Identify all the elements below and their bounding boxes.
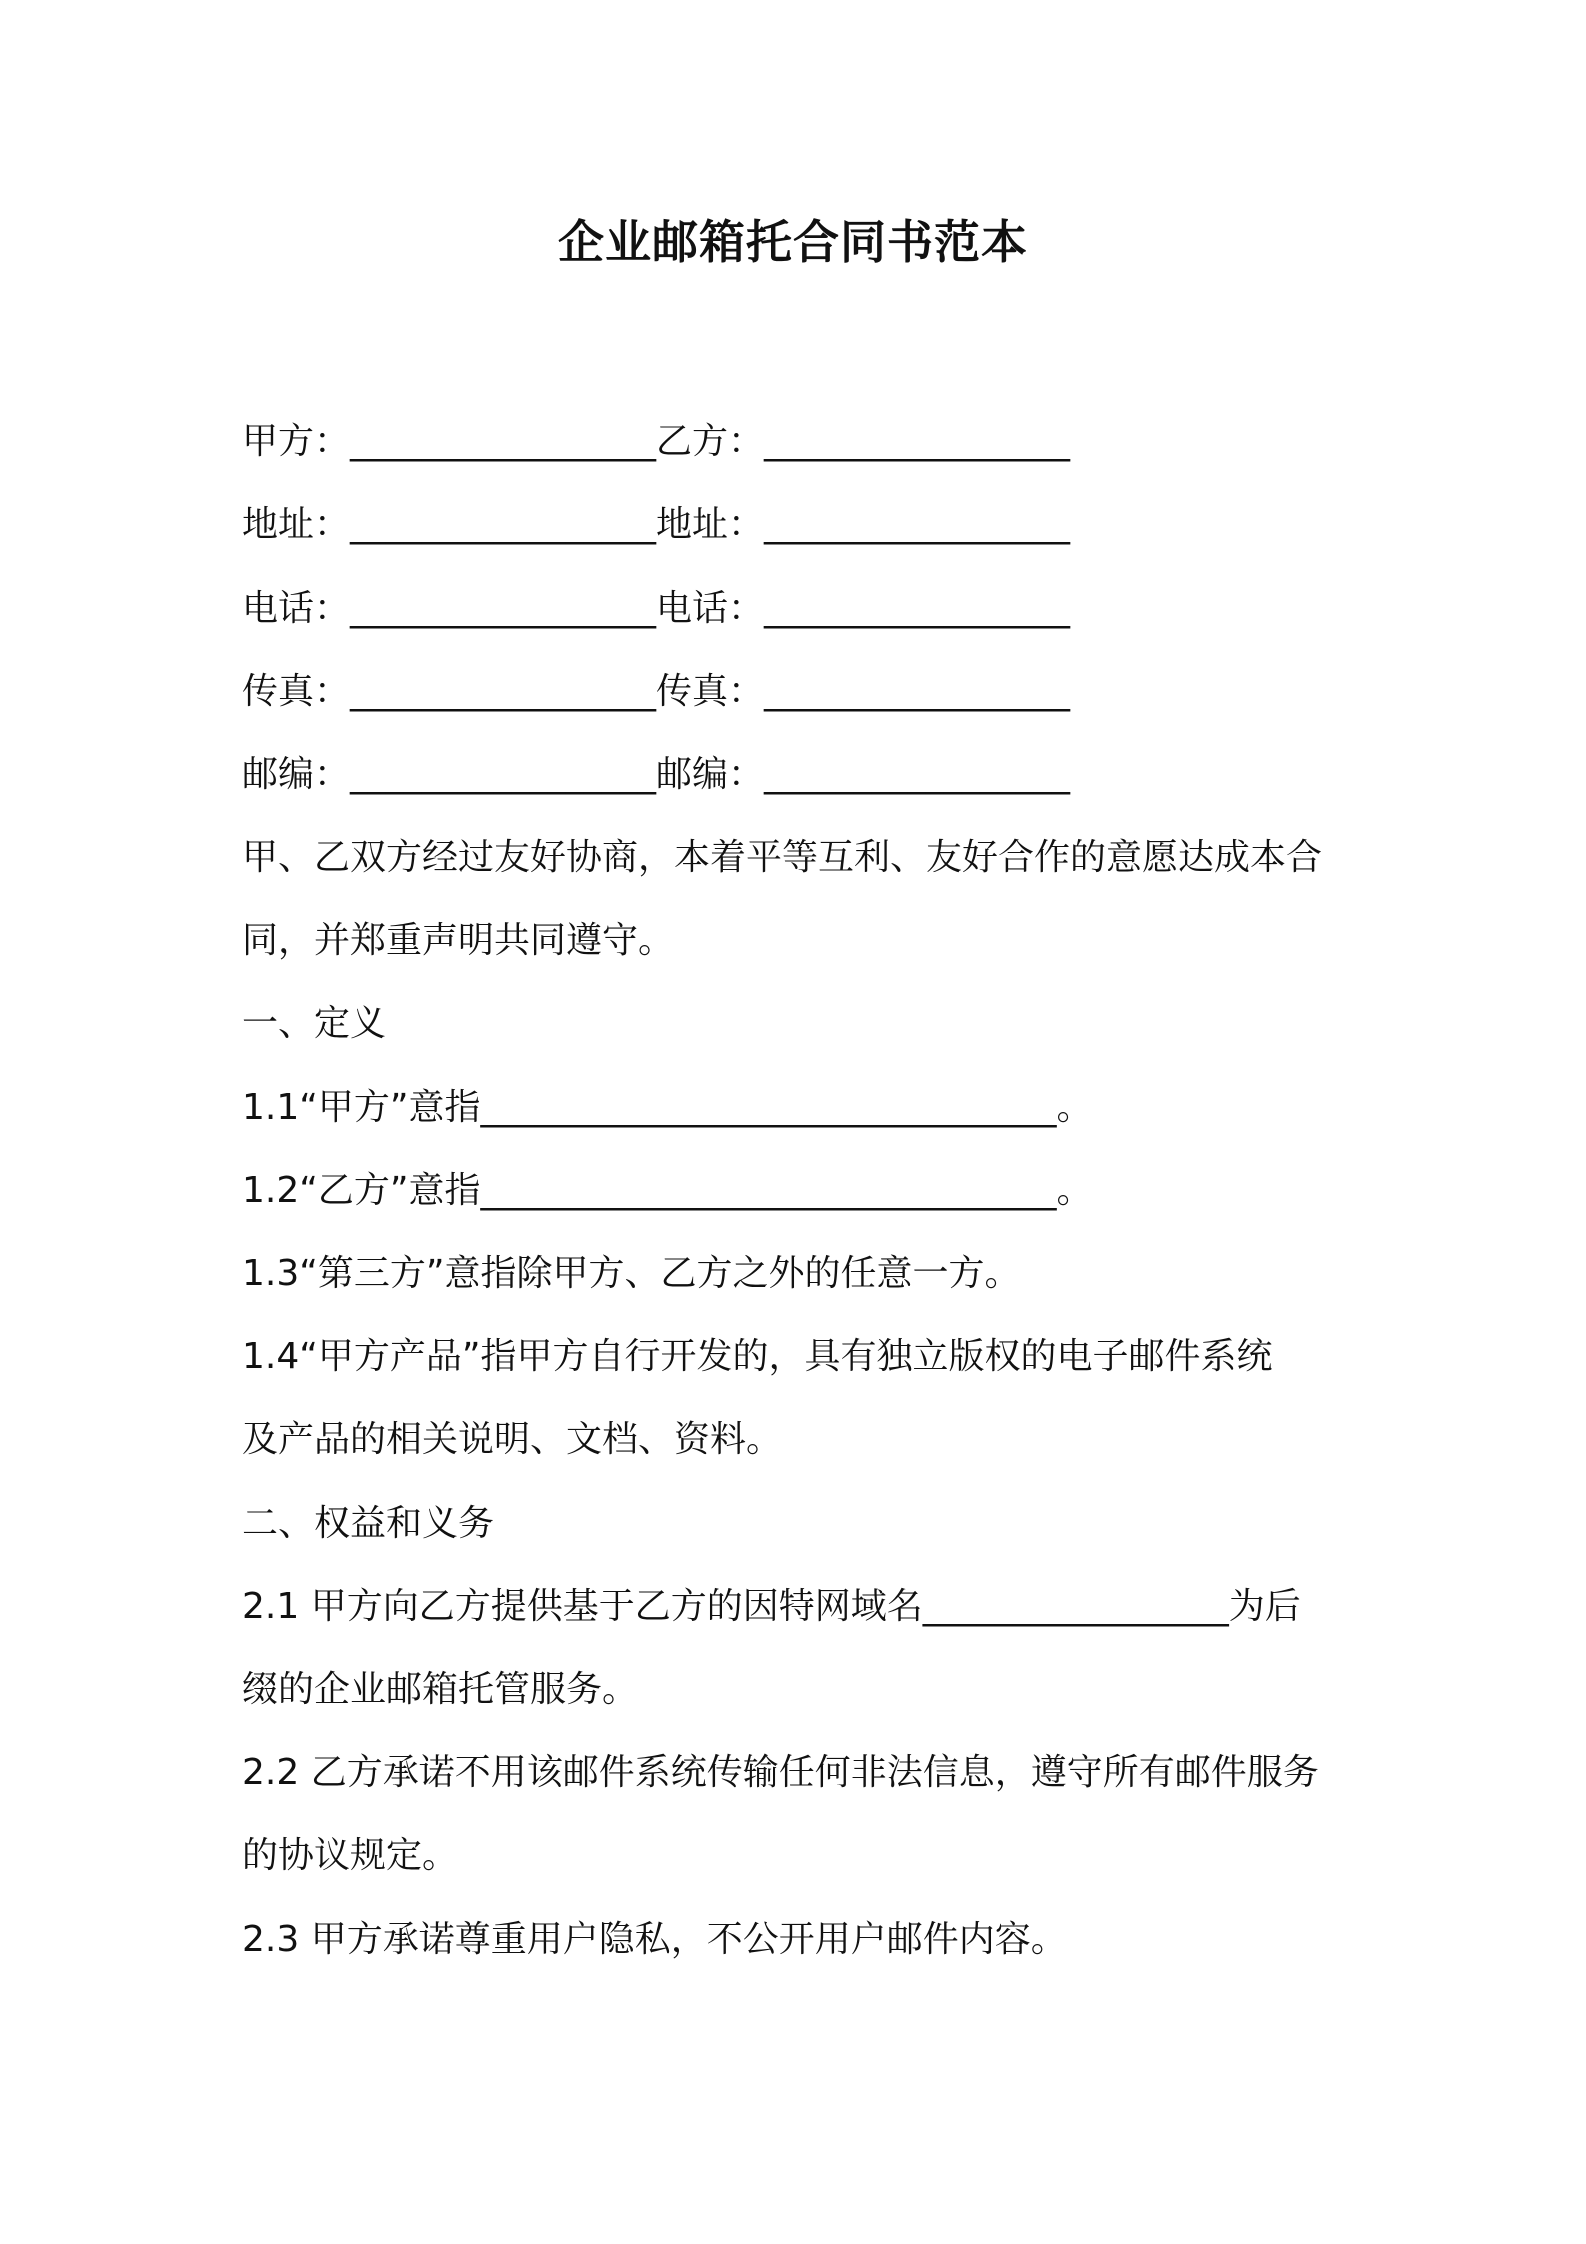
clause-2-3: 2.3 甲方承诺尊重用户隐私，不公开用户邮件内容。 xyxy=(242,1919,1067,1960)
section-heading-definitions: 一、定义 xyxy=(242,1003,387,1044)
party-line-address: 地址：_________________地址：_________________ xyxy=(242,504,1071,545)
clause-1-4-line-1: 1.4“甲方产品”指甲方自行开发的，具有独立版权的电子邮件系统 xyxy=(242,1336,1273,1377)
clause-2-1-line-2: 缀的企业邮箱托管服务。 xyxy=(242,1669,639,1710)
clause-1-1: 1.1“甲方”意指________________________________。 xyxy=(242,1087,1093,1128)
clause-1-3: 1.3“第三方”意指除甲方、乙方之外的任意一方。 xyxy=(242,1253,1021,1294)
party-line-name: 甲方：_________________乙方：_________________ xyxy=(242,421,1071,462)
party-line-postcode: 邮编：_________________邮编：_________________ xyxy=(242,754,1071,795)
section-heading-rights: 二、权益和义务 xyxy=(242,1503,495,1544)
document-title: 企业邮箱托合同书范本 xyxy=(558,215,1028,269)
clause-2-2-line-2: 的协议规定。 xyxy=(242,1835,459,1876)
party-line-phone: 电话：_________________电话：_________________ xyxy=(242,588,1071,629)
clause-2-1-line-1: 2.1 甲方向乙方提供基于乙方的因特网域名_________________为后 xyxy=(242,1586,1301,1627)
preamble-line-1: 甲、乙双方经过友好协商，本着平等互利、友好合作的意愿达成本合 xyxy=(242,837,1323,878)
clause-1-2: 1.2“乙方”意指________________________________。 xyxy=(242,1170,1093,1211)
clause-1-4-line-2: 及产品的相关说明、文档、资料。 xyxy=(242,1419,783,1460)
preamble-line-2: 同，并郑重声明共同遵守。 xyxy=(242,920,675,961)
party-line-fax: 传真：_________________传真：_________________ xyxy=(242,671,1071,712)
clause-2-2-line-1: 2.2 乙方承诺不用该邮件系统传输任何非法信息，遵守所有邮件服务 xyxy=(242,1752,1319,1793)
